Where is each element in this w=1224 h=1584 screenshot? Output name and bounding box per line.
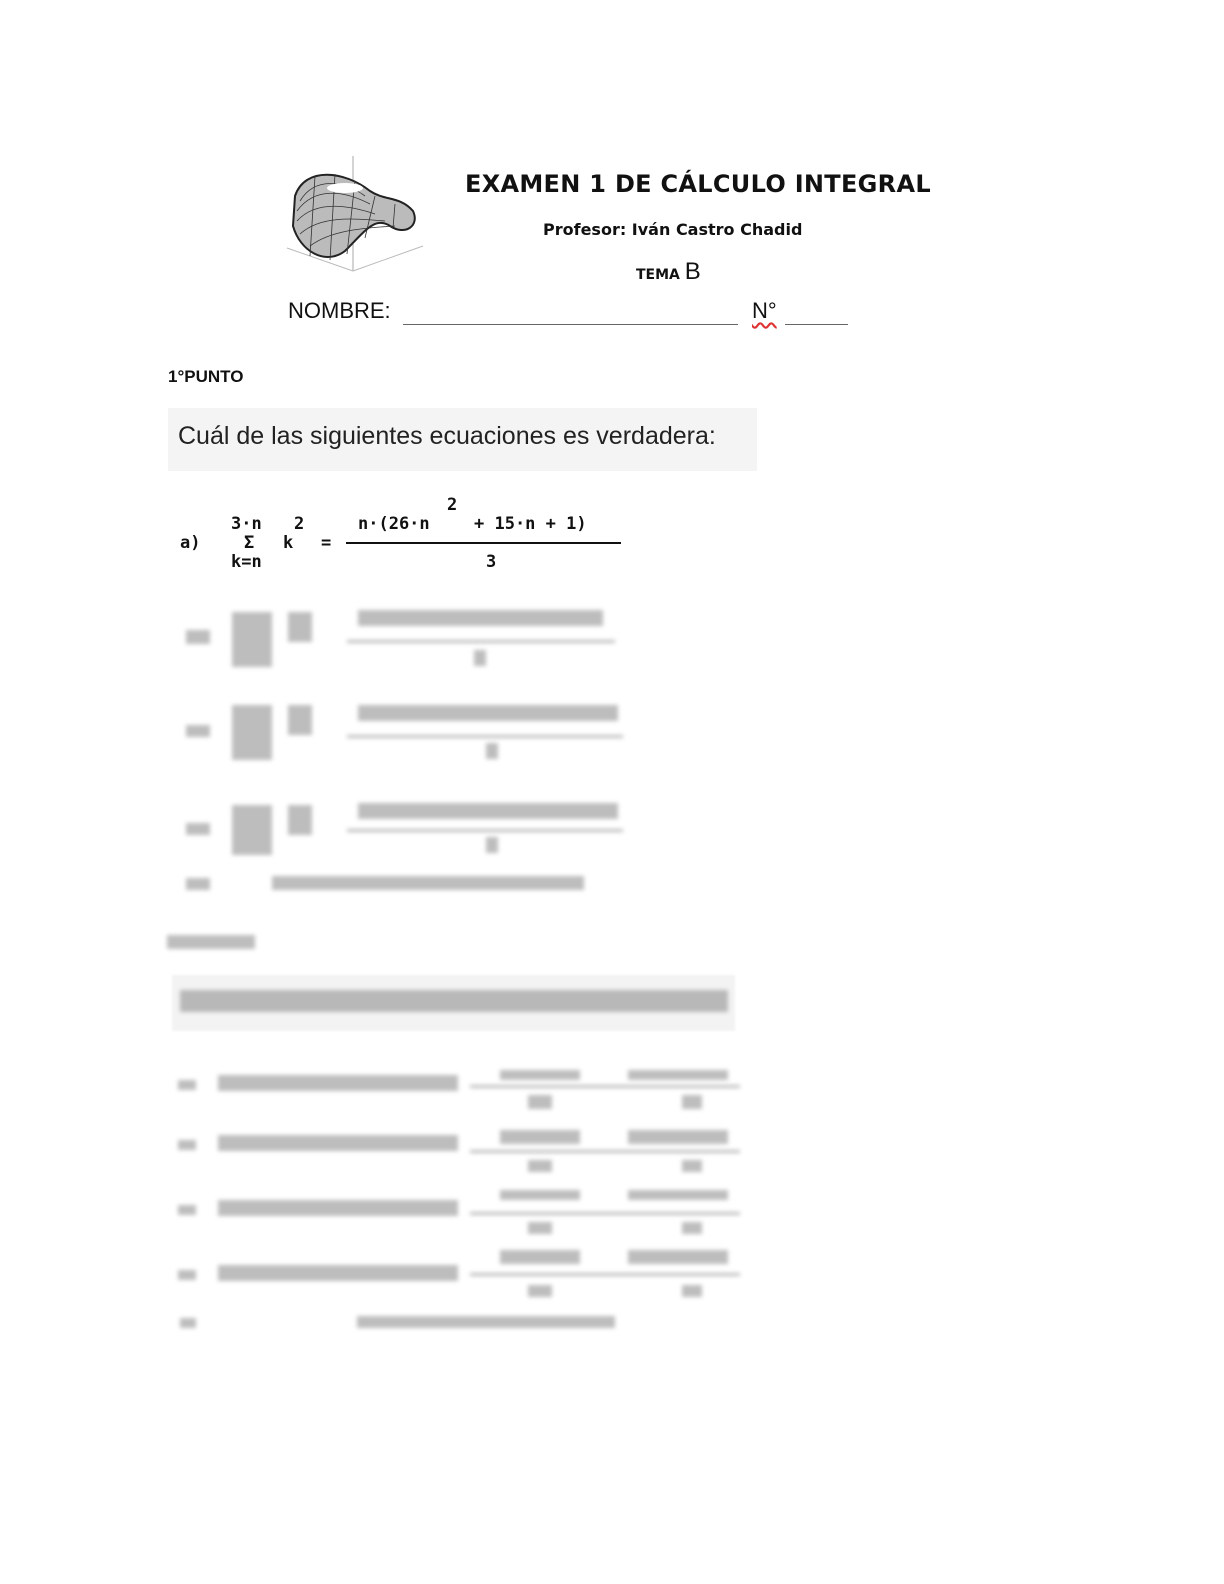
numerator-left: n·(26·n [358,514,430,534]
sum-term: k [283,533,294,553]
tema-letter: B [684,258,701,285]
question-text: Cuál de las siguientes ecuaciones es verdadera: [178,422,716,450]
name-label: NOMBRE: [288,298,391,323]
tema-text: TEMA [636,267,680,283]
number-field-line[interactable] [785,324,848,325]
equals-sign: = [321,533,332,553]
option-a-label: a) [180,533,201,553]
sum-upper-limit: 3·n [231,514,262,534]
sum-symbol: Σ [244,533,255,553]
sum-lower-limit: k=n [231,552,262,572]
sum-term-exponent: 2 [294,514,305,534]
number-label: N° [752,298,777,323]
name-field-line[interactable] [403,324,738,325]
section-1-heading: 1°PUNTO [168,367,244,386]
exam-title: EXAMEN 1 DE CÁLCULO INTEGRAL [465,170,931,198]
saddle-surface-logo [285,156,425,282]
tema-label [636,258,701,286]
professor-name: Profesor: Iván Castro Chadid [543,220,803,239]
fraction-bar [346,542,621,544]
numerator-exponent: 2 [447,495,458,515]
denominator: 3 [486,552,497,572]
numerator-right: + 15·n + 1) [474,514,587,534]
